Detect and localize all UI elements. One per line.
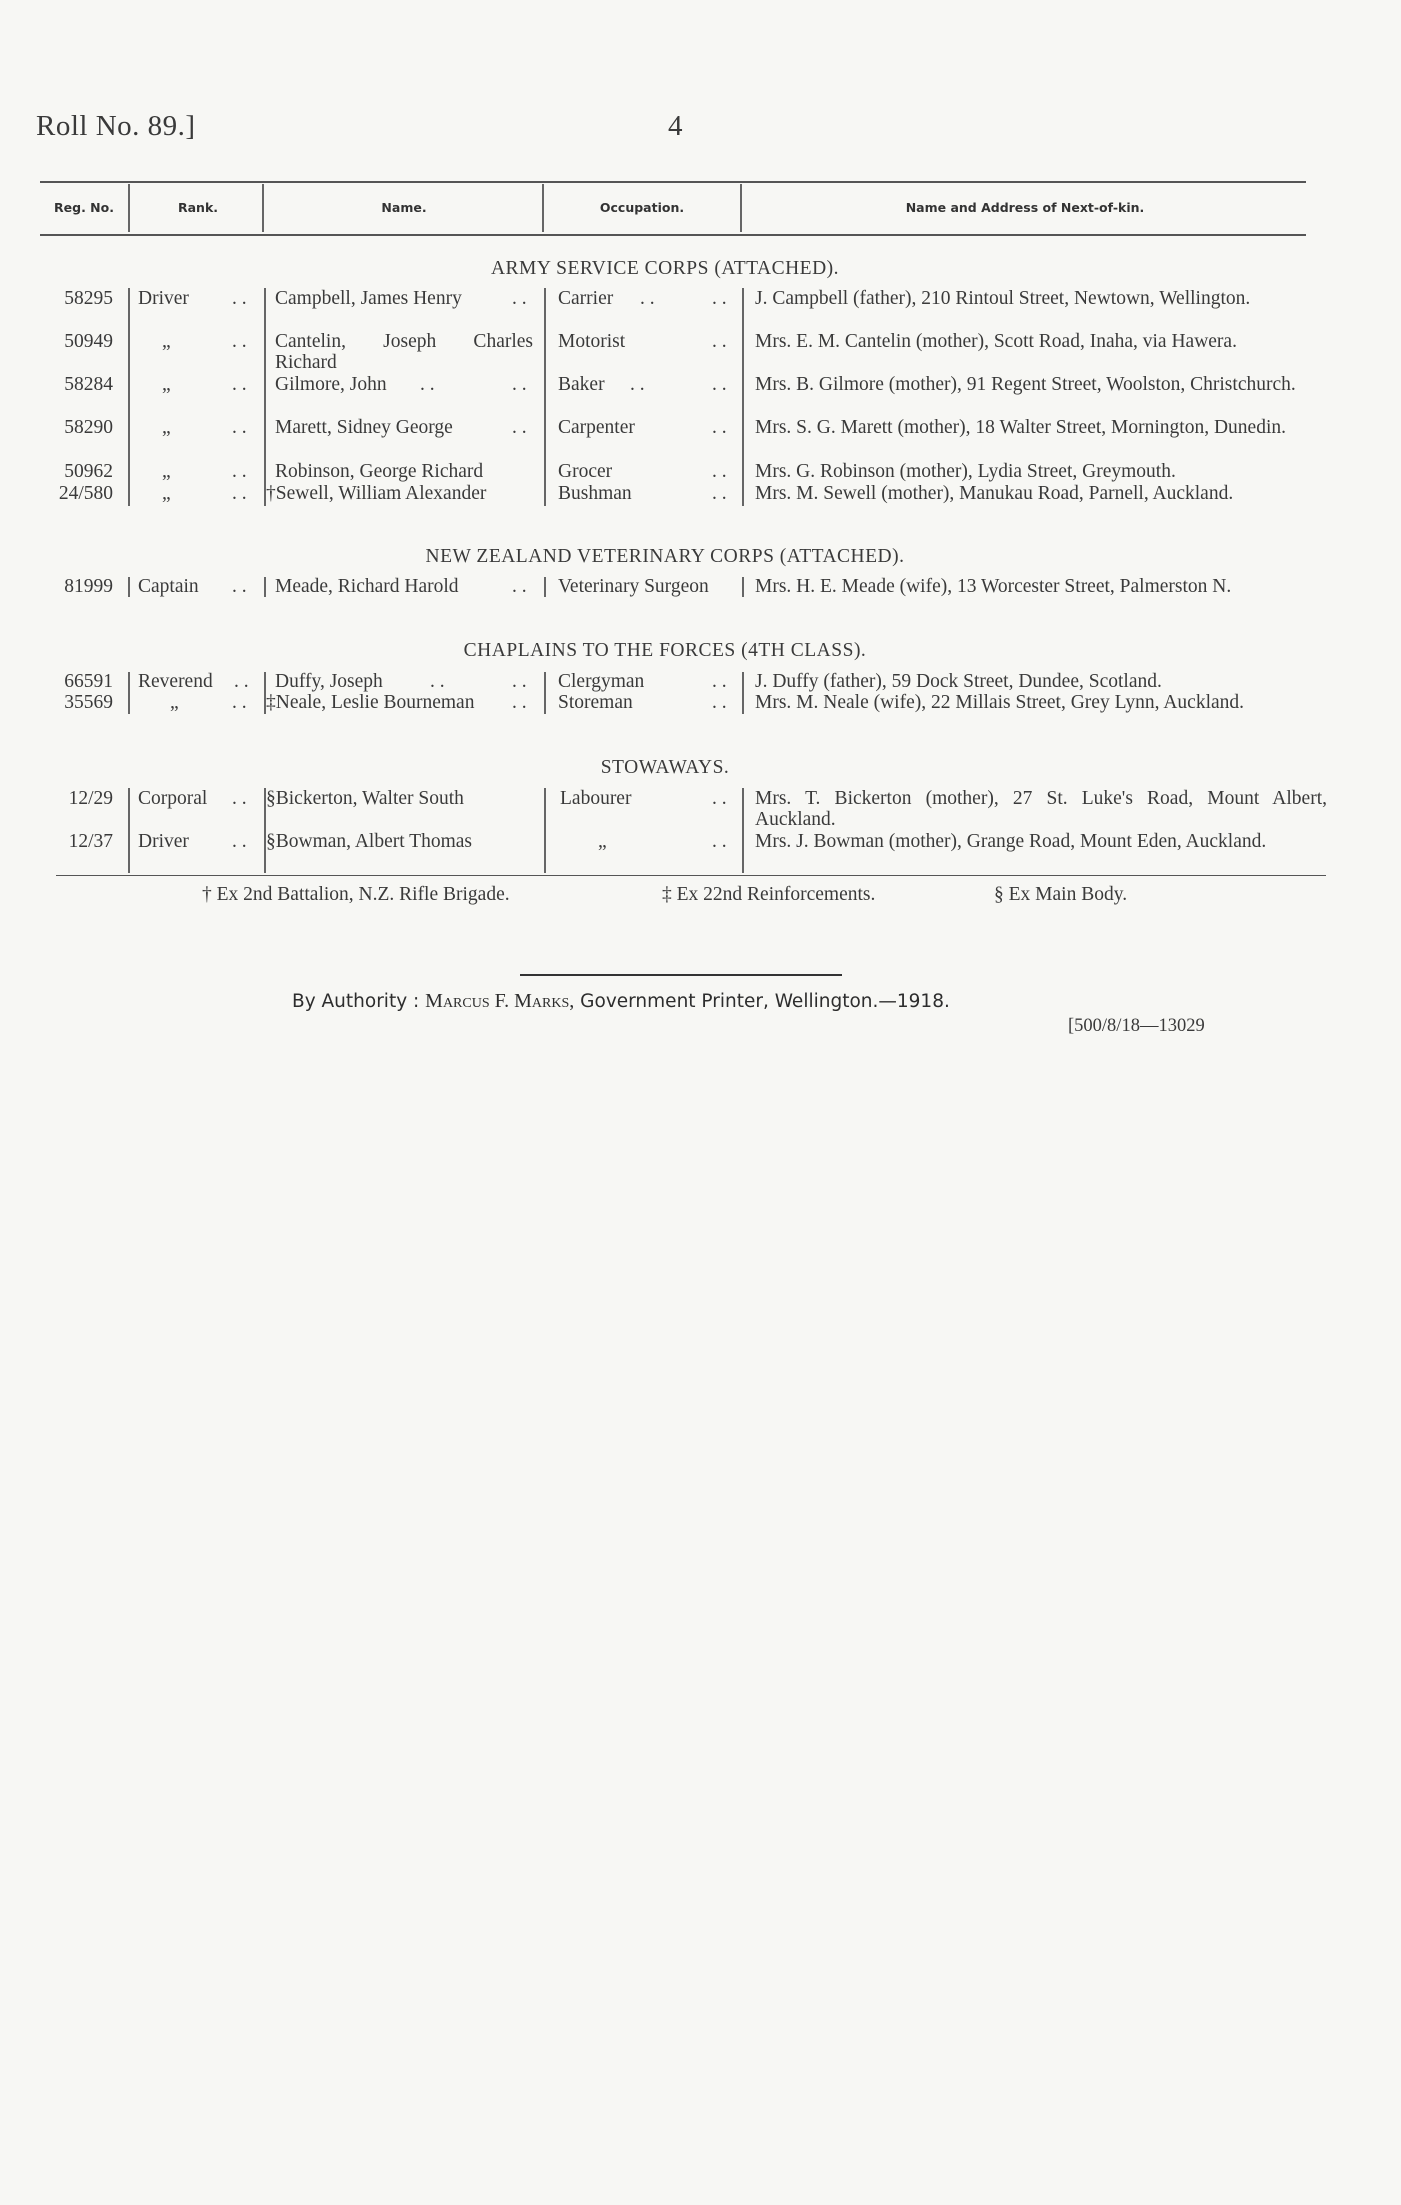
occupation-cell: Carpenter <box>558 417 635 438</box>
section-title: ARMY SERVICE CORPS (ATTACHED). <box>490 258 840 279</box>
reg-no-cell: 24/580 <box>58 483 113 504</box>
leader-dots: . . <box>232 788 247 809</box>
rank-cell: „ <box>170 692 179 713</box>
column-header-reg-no: Reg. No. <box>54 200 114 215</box>
leader-dots: . . <box>512 417 527 438</box>
leader-dots: . . <box>430 671 445 692</box>
page-number: 4 <box>668 110 683 142</box>
rank-cell: „ <box>162 374 171 395</box>
leader-dots: . . <box>712 331 727 352</box>
rank-cell: Corporal <box>138 788 208 809</box>
name-cell: Duffy, Joseph <box>275 671 383 692</box>
rank-cell: Driver <box>138 831 189 852</box>
leader-dots: . . <box>512 576 527 597</box>
leader-dots: . . <box>512 671 527 692</box>
reg-no-cell: 58290 <box>64 417 113 438</box>
leader-dots: . . <box>712 461 727 482</box>
reg-no-cell: 50949 <box>64 331 113 352</box>
printer-imprint <box>292 990 950 1013</box>
leader-dots: . . <box>512 374 527 395</box>
column-divider <box>742 672 744 714</box>
next-of-kin-cell: J. Campbell (father), 210 Rintoul Street, Newtown, Wellington. <box>755 288 1251 309</box>
reg-no-cell: 12/37 <box>68 831 113 852</box>
column-divider <box>544 288 546 506</box>
imprint-authority: By Authority : <box>292 991 420 1012</box>
header-divider <box>542 184 544 232</box>
imprint-printer-name: Marcus F. Marks, <box>425 990 575 1012</box>
leader-dots: . . <box>712 831 727 852</box>
occupation-cell: Baker <box>558 374 605 395</box>
name-cell: Cantelin, Joseph Charles Richard <box>275 331 533 373</box>
reg-no-cell: 66591 <box>64 671 113 692</box>
leader-dots: . . <box>234 671 249 692</box>
leader-dots: . . <box>712 374 727 395</box>
rank-cell: „ <box>162 331 171 352</box>
rank-cell: Captain <box>138 576 199 597</box>
table-bottom-rule <box>56 875 1326 876</box>
column-divider <box>128 577 130 597</box>
reg-no-cell: 35569 <box>64 692 113 713</box>
next-of-kin-cell: Mrs. S. G. Marett (mother), 18 Walter Street, Mornington, Dunedin. <box>755 417 1286 438</box>
leader-dots: . . <box>232 331 247 352</box>
column-divider <box>128 288 130 506</box>
roll-number-heading: Roll No. 89.] <box>36 110 196 142</box>
column-divider <box>742 788 744 873</box>
name-cell: §Bowman, Albert Thomas <box>266 831 472 852</box>
column-divider <box>742 288 744 506</box>
next-of-kin-cell: Mrs. B. Gilmore (mother), 91 Regent Street, Woolston, Christchurch. <box>755 374 1296 395</box>
leader-dots: . . <box>630 374 645 395</box>
footnote-dagger: † Ex 2nd Battalion, N.Z. Rifle Brigade. <box>202 884 510 905</box>
column-divider <box>264 577 266 597</box>
header-divider <box>128 184 130 232</box>
name-cell: ‡Neale, Leslie Bourneman <box>266 692 475 713</box>
name-cell: Gilmore, John <box>275 374 387 395</box>
column-divider <box>128 788 130 873</box>
occupation-cell: „ <box>598 831 607 852</box>
leader-dots: . . <box>512 288 527 309</box>
column-header-name: Name. <box>381 200 427 215</box>
column-header-next-of-kin: Name and Address of Next-of-kin. <box>905 200 1145 215</box>
header-divider <box>262 184 264 232</box>
occupation-cell: Clergyman <box>558 671 645 692</box>
leader-dots: . . <box>712 788 727 809</box>
name-cell: Campbell, James Henry <box>275 288 462 309</box>
leader-dots: . . <box>232 374 247 395</box>
name-cell: Meade, Richard Harold <box>275 576 459 597</box>
rank-cell: „ <box>162 417 171 438</box>
leader-dots: . . <box>420 374 435 395</box>
occupation-cell: Grocer <box>558 461 613 482</box>
table-header-bottom-rule <box>40 234 1306 236</box>
header-divider <box>740 184 742 232</box>
rank-cell: „ <box>162 483 171 504</box>
column-header-rank: Rank. <box>177 200 219 215</box>
reg-no-cell: 58284 <box>64 374 113 395</box>
column-divider <box>544 788 546 873</box>
rank-cell: Reverend <box>138 671 213 692</box>
column-divider <box>264 288 266 506</box>
leader-dots: . . <box>232 288 247 309</box>
occupation-cell: Veterinary Surgeon <box>558 576 709 597</box>
next-of-kin-cell: Mrs. T. Bickerton (mother), 27 St. Luke's Road, Mount Albert, Auckland. <box>755 788 1327 830</box>
reg-no-cell: 50962 <box>64 461 113 482</box>
leader-dots: . . <box>712 692 727 713</box>
rank-cell: Driver <box>138 288 189 309</box>
section-title: CHAPLAINS TO THE FORCES (4TH CLASS). <box>463 640 867 661</box>
leader-dots: . . <box>712 417 727 438</box>
occupation-cell: Labourer <box>560 788 632 809</box>
occupation-cell: Bushman <box>558 483 632 504</box>
column-header-occupation: Occupation. <box>599 200 685 215</box>
column-divider <box>742 577 744 597</box>
leader-dots: . . <box>232 417 247 438</box>
next-of-kin-cell: Mrs. J. Bowman (mother), Grange Road, Mount Eden, Auckland. <box>755 831 1267 852</box>
occupation-cell: Motorist <box>558 331 626 352</box>
name-cell: Marett, Sidney George <box>275 417 453 438</box>
next-of-kin-cell: J. Duffy (father), 59 Dock Street, Dundee, Scotland. <box>755 671 1162 692</box>
leader-dots: . . <box>512 692 527 713</box>
reg-no-cell: 58295 <box>64 288 113 309</box>
next-of-kin-cell: Mrs. G. Robinson (mother), Lydia Street, Greymouth. <box>755 461 1176 482</box>
next-of-kin-cell: Mrs. M. Sewell (mother), Manukau Road, Parnell, Auckland. <box>755 483 1234 504</box>
occupation-cell: Carrier <box>558 288 614 309</box>
column-divider <box>128 672 130 714</box>
next-of-kin-cell: Mrs. H. E. Meade (wife), 13 Worcester Street, Palmerston N. <box>755 576 1232 597</box>
section-title: STOWAWAYS. <box>600 757 730 778</box>
column-divider <box>544 672 546 714</box>
section-title: NEW ZEALAND VETERINARY CORPS (ATTACHED). <box>425 546 905 567</box>
leader-dots: . . <box>712 483 727 504</box>
leader-dots: . . <box>232 461 247 482</box>
next-of-kin-cell: Mrs. E. M. Cantelin (mother), Scott Road, Inaha, via Hawera. <box>755 331 1237 352</box>
next-of-kin-cell: Mrs. M. Neale (wife), 22 Millais Street, Grey Lynn, Auckland. <box>755 692 1245 713</box>
table-top-rule <box>40 181 1306 183</box>
imprint-printer-details: Government Printer, Wellington.—1918. <box>580 991 950 1012</box>
leader-dots: . . <box>232 831 247 852</box>
footnote-double-dagger: ‡ Ex 22nd Reinforcements. <box>662 884 876 905</box>
name-cell: †Sewell, William Alexander <box>266 483 487 504</box>
leader-dots: . . <box>712 288 727 309</box>
leader-dots: . . <box>232 576 247 597</box>
name-cell: Robinson, George Richard <box>275 461 484 482</box>
reg-no-cell: 12/29 <box>68 788 113 809</box>
column-divider <box>544 577 546 597</box>
leader-dots: . . <box>640 288 655 309</box>
leader-dots: . . <box>712 671 727 692</box>
imprint-rule <box>520 974 842 976</box>
name-cell: §Bickerton, Walter South <box>266 788 464 809</box>
rank-cell: „ <box>162 461 171 482</box>
footnote-section-mark: § Ex Main Body. <box>994 884 1128 905</box>
leader-dots: . . <box>232 692 247 713</box>
reg-no-cell: 81999 <box>64 576 113 597</box>
leader-dots: . . <box>232 483 247 504</box>
print-reference: [500/8/18—13029 <box>1068 1016 1205 1036</box>
occupation-cell: Storeman <box>558 692 633 713</box>
